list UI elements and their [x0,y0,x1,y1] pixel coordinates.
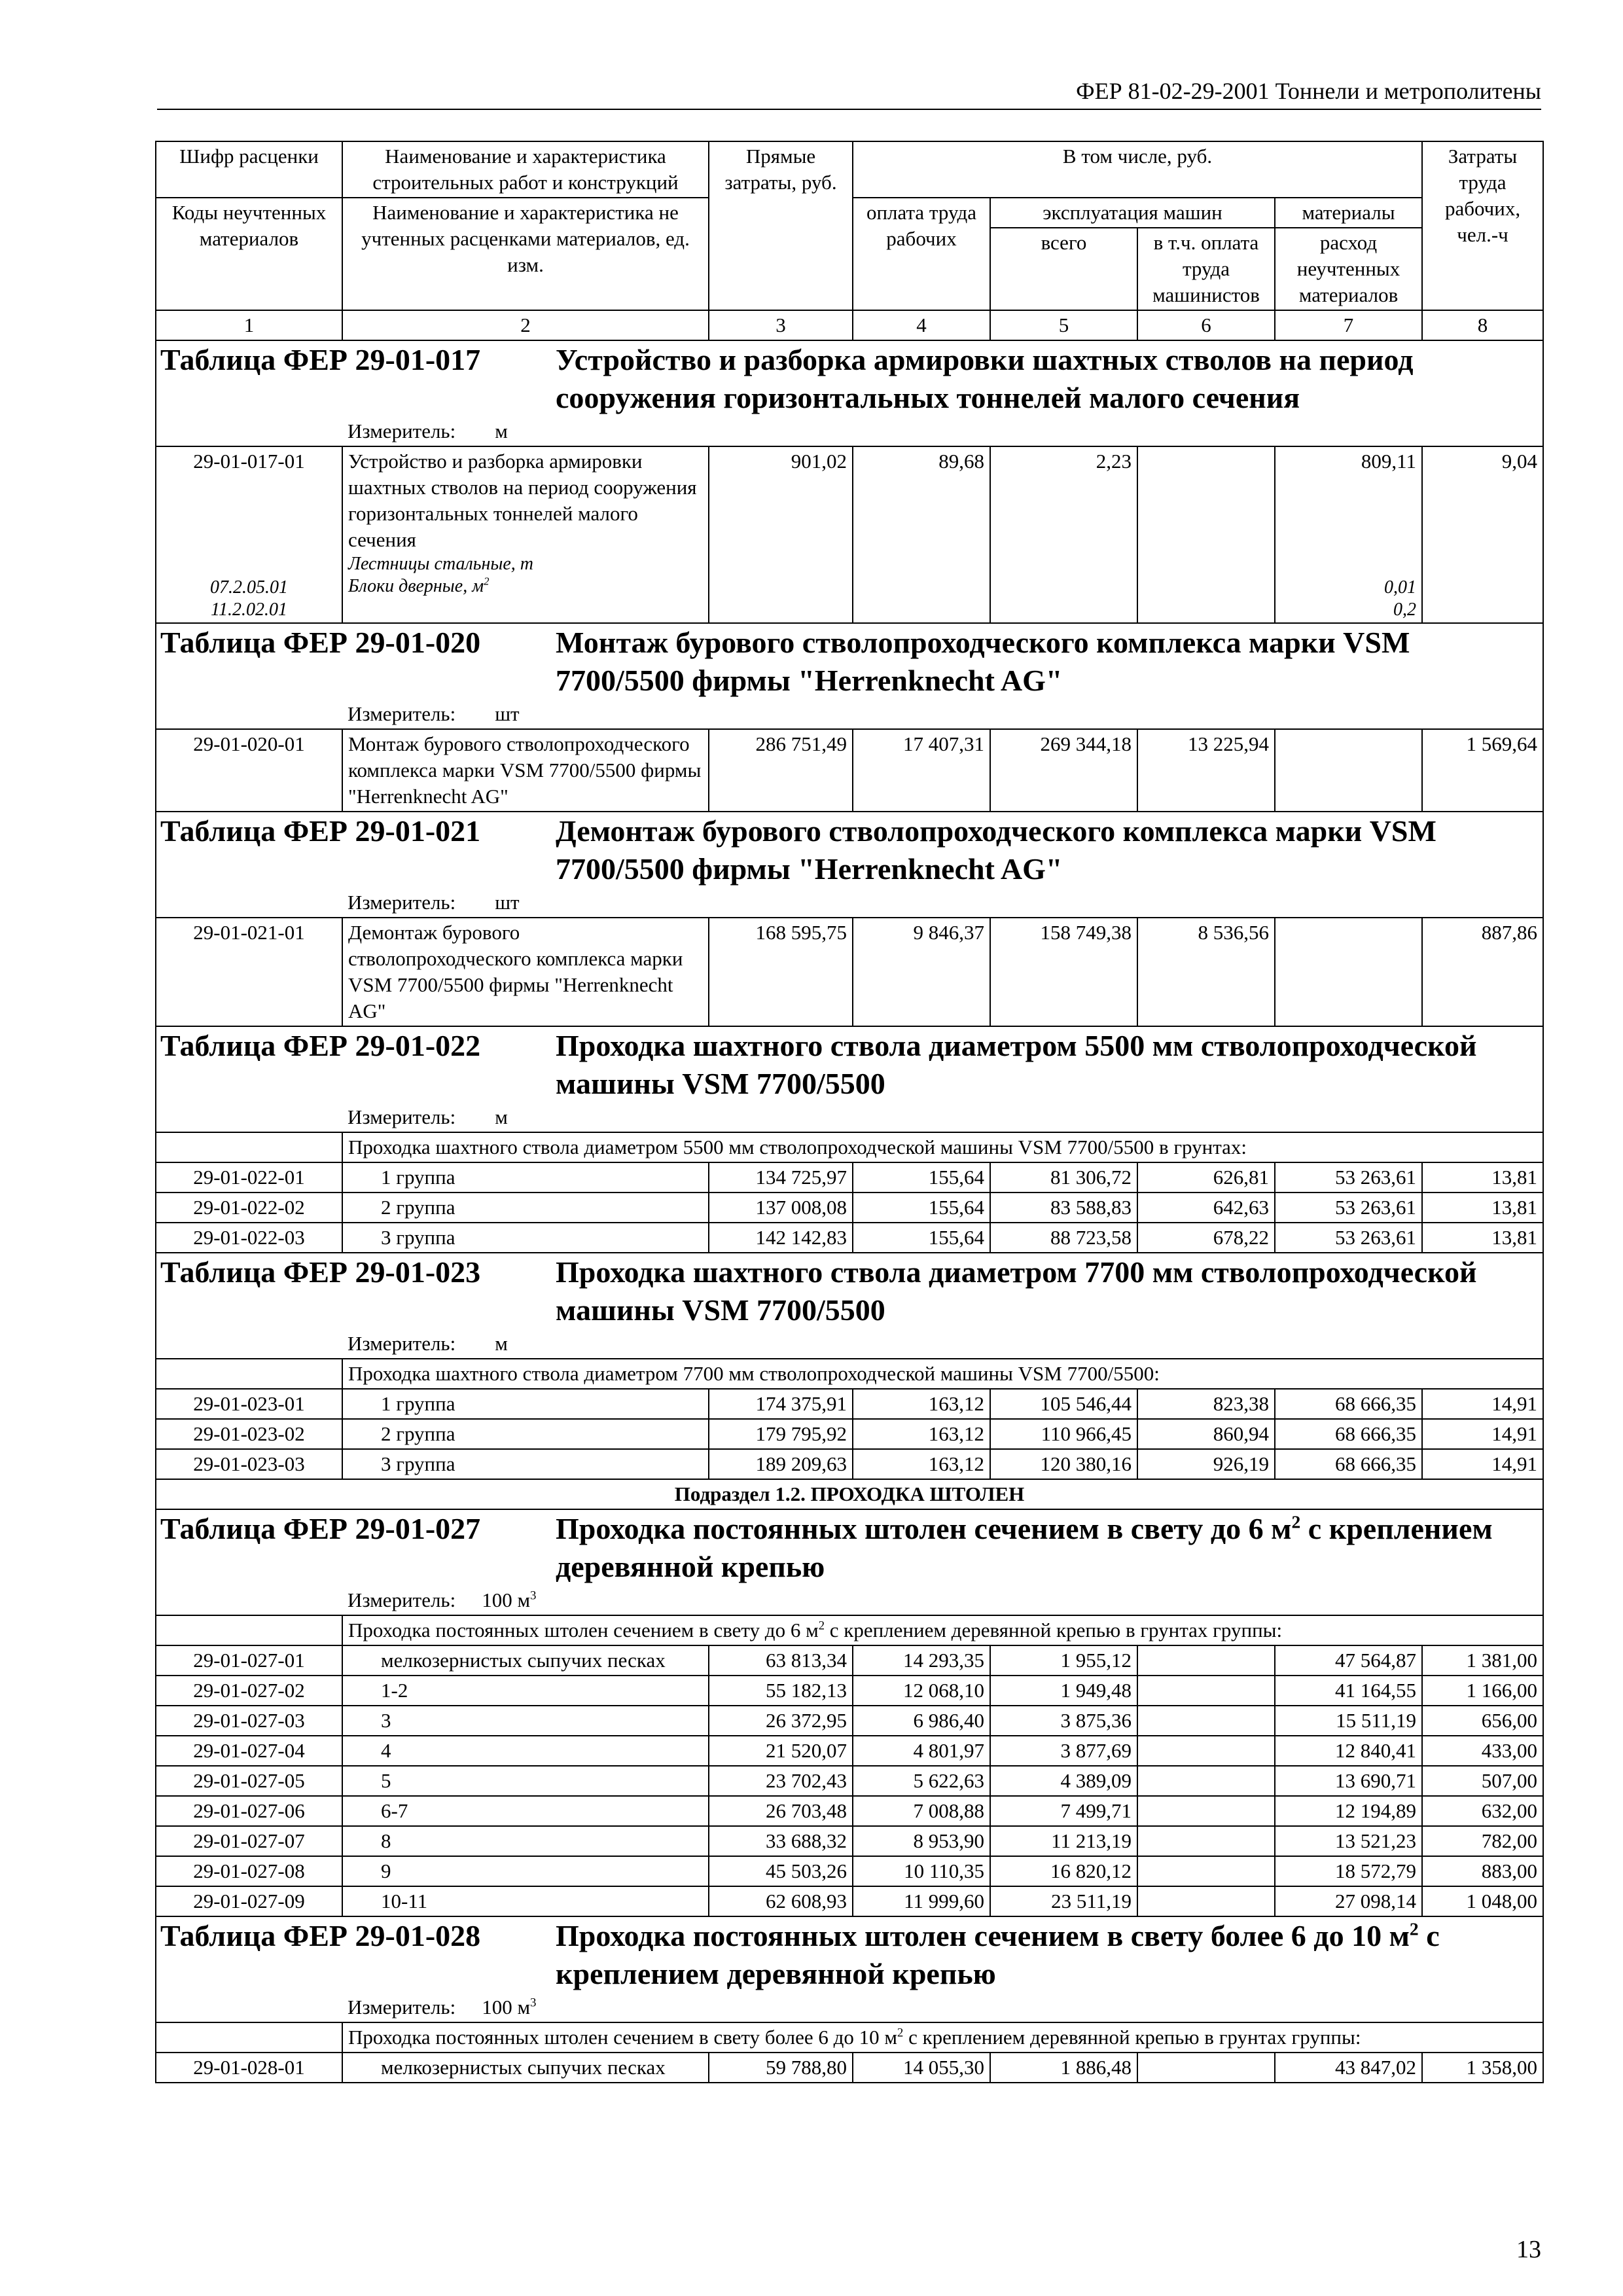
intro-code-cell [156,1615,342,1645]
machines-wage [1137,446,1275,623]
direct-cost: 59 788,80 [709,2053,853,2083]
rate-code: 29-01-027-04 [156,1736,342,1766]
direct-cost: 179 795,92 [709,1419,853,1449]
rate-name: 1 группа [342,1389,709,1419]
machines-wage [1137,1856,1275,1886]
table-title-block [553,624,1539,700]
measure-unit: 100 м [482,1996,531,2018]
materials-cost: 18 572,79 [1275,1856,1422,1886]
materials-cost: 12 194,89 [1275,1796,1422,1826]
rate-name: 1-2 [342,1676,709,1706]
materials-cost: 13 521,23 [1275,1826,1422,1856]
col-materials-header: материалы [1275,198,1422,228]
table-row [156,1826,1543,1856]
machines-wage [1137,1796,1275,1826]
table-title-row [156,1916,1543,1993]
materials-cost: 68 666,35 [1275,1449,1422,1479]
worker-wage: 9 846,37 [853,918,990,1026]
intro-cell: Проходка постоянных штолен сечением в свету до 6 $м^2$ с креплением деревянной крепью в грунтах группы: [342,1615,1543,1645]
table-heading [156,812,1543,888]
table-row [156,729,1543,812]
worker-wage: 155,64 [853,1193,990,1223]
table-heading [156,1026,1543,1103]
col-number: 8 [1422,310,1543,340]
col-number: 2 [342,310,709,340]
col-including-header: В том числе, руб. [853,141,1422,198]
worker-wage: 14 293,35 [853,1645,990,1676]
labor-cost: 14,91 [1422,1419,1543,1449]
direct-cost: 142 142,83 [709,1223,853,1253]
rate-code: 29-01-027-01 [156,1645,342,1676]
machines-total: 3 875,36 [990,1706,1137,1736]
measure-cell [156,888,1543,918]
table-heading [156,1509,1543,1586]
col-direct-header: Прямые затраты, руб. [709,141,853,310]
measure-cell [156,700,1543,729]
table-title: Монтаж бурового стволопроходческого комплекса марки VSM 7700/5500 фирмы "Herrenknecht AG" [556,626,1410,697]
table-heading [156,1253,1543,1329]
intro-code-cell [156,2022,342,2053]
machines-wage: 8 536,56 [1137,918,1275,1026]
table-row [156,1193,1543,1223]
material-qty: 0,2 [1393,600,1417,620]
table-title-block [553,1027,1539,1103]
labor-cost: 1 048,00 [1422,1886,1543,1916]
measure-cell [156,1329,1543,1359]
measure-label: Измеритель: [348,1588,456,1611]
table-title-block [553,812,1539,888]
worker-wage: 89,68 [853,446,990,623]
materials-cost: 53 263,61 [1275,1223,1422,1253]
col-unaccounted-names-header: Наименование и характеристика не учтенных расценками материалов, ед. изм. [342,198,709,310]
table-row [156,1886,1543,1916]
col-number: 3 [709,310,853,340]
table-label: Таблица ФЕР 29-01-023 [160,1255,481,1289]
rate-name: 2 группа [342,1193,709,1223]
materials-cost: 15 511,19 [1275,1706,1422,1736]
col-materials-consumption-header: расход неучтенных материалов [1275,228,1422,310]
intro-text: Проходка шахтного ствола диаметром 5500 мм стволопроходческой машины VSM 7700/5500 в грунтах: [348,1136,1247,1158]
col-machines-total-header: всего [990,228,1137,310]
material-name-text: Блоки дверные, м [348,576,484,596]
rate-name: 3 группа [342,1223,709,1253]
col-number: 7 [1275,310,1422,340]
measure-cell [156,1103,1543,1132]
labor-cost: 13,81 [1422,1162,1543,1193]
labor-cost: 1 381,00 [1422,1645,1543,1676]
header-row-1 [156,141,1543,198]
intro-text: Проходка постоянных штолен сечением в свету до 6 м [348,1619,819,1641]
materials-cost [1275,446,1422,623]
col-machines-header: эксплуатация машин [990,198,1275,228]
intro-cell [342,1359,1543,1389]
table-label: Таблица ФЕР 29-01-022 [160,1029,481,1062]
intro-code-cell [156,1132,342,1162]
worker-wage: 155,64 [853,1223,990,1253]
rate-code [156,446,342,623]
machines-wage: 678,22 [1137,1223,1275,1253]
measure-row [156,1586,1543,1615]
col-number: 4 [853,310,990,340]
intro-code-cell [156,1359,342,1389]
rate-code: 29-01-027-06 [156,1796,342,1826]
rate-name-text: Устройство и разборка армировки шахтных стволов на период сооружения горизонтальных тоннелей малого сечения [348,450,697,551]
labor-cost: 14,91 [1422,1389,1543,1419]
materials-cost: 12 840,41 [1275,1736,1422,1766]
table-title-row [156,1026,1543,1103]
table-title: Проходка шахтного ствола диаметром 7700 мм стволопроходческой машины VSM 7700/5500 [556,1255,1477,1327]
labor-cost: 887,86 [1422,918,1543,1026]
rate-name: 8 [342,1826,709,1856]
rate-code-text: 29-01-017-01 [193,450,305,473]
labor-cost: 9,04 [1422,446,1543,623]
materials-cost: 41 164,55 [1275,1676,1422,1706]
rate-code: 29-01-022-03 [156,1223,342,1253]
table-title-row [156,812,1543,888]
table-title-block: Проходка постоянных штолен сечением в свету до 6 $м^2$ с креплением деревянной крепью [556,1511,1493,1583]
col-unaccounted-codes-header: Коды неучтенных материалов [156,198,342,310]
materials-cost: 68 666,35 [1275,1389,1422,1419]
machines-total: 16 820,12 [990,1856,1137,1886]
rate-name: мелкозернистых сыпучих песках [342,2053,709,2083]
worker-wage: 14 055,30 [853,2053,990,2083]
table-label: Таблица ФЕР 29-01-027 [160,1512,481,1545]
worker-wage: 10 110,35 [853,1856,990,1886]
measure-row [156,1993,1543,2022]
direct-cost: 33 688,32 [709,1826,853,1856]
direct-cost: 137 008,08 [709,1193,853,1223]
machines-wage [1137,1886,1275,1916]
direct-cost: 45 503,26 [709,1856,853,1886]
col-number: 6 [1137,310,1275,340]
rate-code: 29-01-022-02 [156,1193,342,1223]
rate-code: 29-01-023-02 [156,1419,342,1449]
rate-name: 3 [342,1706,709,1736]
rate-code: 29-01-027-03 [156,1706,342,1736]
machines-wage [1137,1736,1275,1766]
header-rule [157,109,1541,110]
rate-code: 29-01-027-08 [156,1856,342,1886]
rate-name: 5 [342,1766,709,1796]
intro-cell [342,1132,1543,1162]
rate-name: 6-7 [342,1796,709,1826]
rate-code: 29-01-028-01 [156,2053,342,2083]
direct-cost: 134 725,97 [709,1162,853,1193]
direct-cost: 174 375,91 [709,1389,853,1419]
materials-cost: 43 847,02 [1275,2053,1422,2083]
table-row [156,1162,1543,1193]
rates-table [155,141,1544,2083]
intro-row [156,1359,1543,1389]
col-code-header: Шифр расценки [156,141,342,198]
materials-cost [1275,729,1422,812]
rate-name: 4 [342,1736,709,1766]
labor-cost: 433,00 [1422,1736,1543,1766]
rate-name: 10-11 [342,1886,709,1916]
direct-cost: 901,02 [709,446,853,623]
col-name-header: Наименование и характеристика строительных работ и конструкций [342,141,709,198]
labor-cost: 632,00 [1422,1796,1543,1826]
intro-text-rest: с креплением деревянной крепью в грунтах группы: [825,1619,1283,1641]
direct-cost: 26 703,48 [709,1796,853,1826]
materials-cost [1275,918,1422,1026]
measure-unit: шт [495,891,520,914]
intro-text: Проходка постоянных штолен сечением в свету более 6 до 10 м [348,2026,898,2049]
table-row [156,1736,1543,1766]
table-row [156,1766,1543,1796]
intro-row [156,1132,1543,1162]
materials-cost: 13 690,71 [1275,1766,1422,1796]
table-title-row [156,340,1543,417]
machines-total: 110 966,45 [990,1419,1137,1449]
table-row [156,1796,1543,1826]
worker-wage: 7 008,88 [853,1796,990,1826]
measure-cell: Измеритель: 100 $м^3$ [156,1993,1543,2022]
worker-wage: 155,64 [853,1162,990,1193]
machines-total: 4 389,09 [990,1766,1137,1796]
table-title: Демонтаж бурового стволопроходческого комплекса марки VSM 7700/5500 фирмы "Herrenknecht AG" [556,814,1436,886]
table-row [156,918,1543,1026]
col-number: 1 [156,310,342,340]
table-title: Проходка постоянных штолен сечением в свету до 6 м [556,1512,1292,1545]
measure-label: Измеритель: [348,891,456,914]
material-name-text: Лестницы стальные, т [348,554,533,574]
material-name [348,553,703,575]
material-qty: 0,01 [1384,577,1417,598]
table-label: Таблица ФЕР 29-01-020 [160,626,481,659]
table-row [156,1856,1543,1886]
machines-wage: 823,38 [1137,1389,1275,1419]
rate-name: Демонтаж бурового стволопроходческого комплекса марки VSM 7700/5500 фирмы "Herrenknecht AG" [342,918,709,1026]
table-label: Таблица ФЕР 29-01-028 [160,1919,481,1952]
rate-code: 29-01-022-01 [156,1162,342,1193]
table-row [156,1223,1543,1253]
rate-name: 1 группа [342,1162,709,1193]
measure-row [156,417,1543,446]
machines-wage: 926,19 [1137,1449,1275,1479]
machines-total: 158 749,38 [990,918,1137,1026]
worker-wage: 12 068,10 [853,1676,990,1706]
rate-name: 9 [342,1856,709,1886]
rate-code: 29-01-023-01 [156,1389,342,1419]
worker-wage: 8 953,90 [853,1826,990,1856]
materials-cost: 53 263,61 [1275,1193,1422,1223]
machines-total: 269 344,18 [990,729,1137,812]
labor-cost: 656,00 [1422,1706,1543,1736]
subsection-row [156,1479,1543,1509]
machines-total: 1 949,48 [990,1676,1137,1706]
machines-wage: 860,94 [1137,1419,1275,1449]
labor-cost: 1 569,64 [1422,729,1543,812]
rate-code: 29-01-027-07 [156,1826,342,1856]
table-label: Таблица ФЕР 29-01-017 [160,343,481,376]
machines-total: 2,23 [990,446,1137,623]
machines-total: 1 955,12 [990,1645,1137,1676]
measure-cell: Измеритель: 100 $м^3$ [156,1586,1543,1615]
machines-total: 88 723,58 [990,1223,1137,1253]
direct-cost: 286 751,49 [709,729,853,812]
worker-wage: 163,12 [853,1449,990,1479]
labor-cost: 1 358,00 [1422,2053,1543,2083]
material-code: 11.2.02.01 [211,600,287,620]
labor-cost: 782,00 [1422,1826,1543,1856]
intro-text-rest: с креплением деревянной крепью в грунтах группы: [903,2026,1361,2049]
machines-total: 83 588,83 [990,1193,1137,1223]
direct-cost: 23 702,43 [709,1766,853,1796]
table-heading [156,1916,1543,1993]
labor-cost: 13,81 [1422,1193,1543,1223]
machines-wage [1137,1766,1275,1796]
measure-unit: м [495,420,508,442]
measure-unit: шт [495,702,520,725]
rate-code: 29-01-027-09 [156,1886,342,1916]
table-title-rest: с креплением деревянной крепью [556,1512,1493,1583]
table-title-row [156,1253,1543,1329]
table-row [156,1449,1543,1479]
machines-wage [1137,1706,1275,1736]
table-row [156,1419,1543,1449]
direct-cost: 26 372,95 [709,1706,853,1736]
intro-cell: Проходка постоянных штолен сечением в свету более 6 до 10 $м^2$ с креплением деревянной крепью в грунтах группы: [342,2022,1543,2053]
direct-cost: 21 520,07 [709,1736,853,1766]
measure-cell [156,417,1543,446]
machines-wage [1137,1645,1275,1676]
materials-cost: 53 263,61 [1275,1162,1422,1193]
materials-cost: 68 666,35 [1275,1419,1422,1449]
measure-label: Измеритель: [348,420,456,442]
col-labor-header: Затраты труда рабочих, чел.-ч [1422,141,1543,310]
direct-cost: 189 209,63 [709,1449,853,1479]
table-title-block [553,341,1539,417]
measure-row [156,888,1543,918]
machines-wage: 642,63 [1137,1193,1275,1223]
table-title: Проходка шахтного ствола диаметром 5500 мм стволопроходческой машины VSM 7700/5500 [556,1029,1477,1100]
rate-code: 29-01-021-01 [156,918,342,1026]
worker-wage: 163,12 [853,1419,990,1449]
worker-wage: 11 999,60 [853,1886,990,1916]
table-row [156,1389,1543,1419]
table-label: Таблица ФЕР 29-01-021 [160,814,481,848]
measure-label: Измеритель: [348,1332,456,1355]
rate-name: Монтаж бурового стволопроходческого комплекса марки VSM 7700/5500 фирмы "Herrenknecht AG" [342,729,709,812]
col-machines-wage-header: в т.ч. оплата труда машинистов [1137,228,1275,310]
labor-cost: 14,91 [1422,1449,1543,1479]
worker-wage: 163,12 [853,1389,990,1419]
direct-cost: 55 182,13 [709,1676,853,1706]
machines-total: 3 877,69 [990,1736,1137,1766]
rate-name: 3 группа [342,1449,709,1479]
machines-total: 105 546,44 [990,1389,1137,1419]
table-title-block [553,1253,1539,1329]
direct-cost: 168 595,75 [709,918,853,1026]
rate-code: 29-01-023-03 [156,1449,342,1479]
labor-cost: 883,00 [1422,1856,1543,1886]
materials-cost: 27 098,14 [1275,1886,1422,1916]
col-wage-header: оплата труда рабочих [853,198,990,310]
direct-cost: 62 608,93 [709,1886,853,1916]
measure-unit: м [495,1332,508,1355]
rate-code: 29-01-020-01 [156,729,342,812]
col-number: 5 [990,310,1137,340]
table-row [156,1706,1543,1736]
intro-text: Проходка шахтного ствола диаметром 7700 мм стволопроходческой машины VSM 7700/5500: [348,1362,1160,1385]
document-header: ФЕР 81-02-29-2001 Тоннели и метрополитены [1076,78,1541,104]
rate-name [342,446,709,623]
page-number: 13 [1516,2236,1541,2263]
table-title-row [156,623,1543,700]
measure-row [156,1103,1543,1132]
machines-wage: 626,81 [1137,1162,1275,1193]
rate-code: 29-01-027-05 [156,1766,342,1796]
measure-label: Измеритель: [348,1105,456,1128]
machines-total: 120 380,16 [990,1449,1137,1479]
table-heading [156,340,1543,417]
table-title-row [156,1509,1543,1586]
measure-label: Измеритель: [348,702,456,725]
machines-total: 7 499,71 [990,1796,1137,1826]
machines-wage: 13 225,94 [1137,729,1275,812]
table-title: Устройство и разборка армировки шахтных стволов на период сооружения горизонтальных тоннелей малого сечения [556,343,1414,414]
rate-name: 2 группа [342,1419,709,1449]
intro-row [156,1615,1543,1645]
table-row [156,446,1543,623]
measure-unit: 100 м [482,1588,531,1611]
intro-row [156,2022,1543,2053]
machines-total: 11 213,19 [990,1826,1137,1856]
worker-wage: 6 986,40 [853,1706,990,1736]
rate-name: мелкозернистых сыпучих песках [342,1645,709,1676]
measure-unit: м [495,1105,508,1128]
rate-code: 29-01-027-02 [156,1676,342,1706]
table-title-block: Проходка постоянных штолен сечением в свету более 6 до 10 $м^2$ с креплением деревянной крепью [556,1918,1440,1990]
worker-wage: 17 407,31 [853,729,990,812]
direct-cost: 63 813,34 [709,1645,853,1676]
machines-wage [1137,1826,1275,1856]
machines-wage [1137,1676,1275,1706]
column-numbers-row [156,310,1543,340]
machines-wage [1137,2053,1275,2083]
material-code: 07.2.05.01 [210,577,288,598]
table-row [156,1676,1543,1706]
table-title-rest: с креплением деревянной крепью [556,1919,1440,1990]
table-title: Проходка постоянных штолен сечением в свету более 6 до 10 м [556,1919,1410,1952]
subsection-title: Подраздел 1.2. ПРОХОДКА ШТОЛЕН [156,1479,1543,1509]
worker-wage: 4 801,97 [853,1736,990,1766]
machines-total: 23 511,19 [990,1886,1137,1916]
materials-cost: 47 564,87 [1275,1645,1422,1676]
machines-total: 1 886,48 [990,2053,1137,2083]
labor-cost: 507,00 [1422,1766,1543,1796]
table-row [156,2053,1543,2083]
table-heading [156,623,1543,700]
table-row [156,1645,1543,1676]
labor-cost: 13,81 [1422,1223,1543,1253]
measure-row [156,1329,1543,1359]
measure-row [156,700,1543,729]
labor-cost: 1 166,00 [1422,1676,1543,1706]
material-name: Блоки дверные, $м^2$ [348,575,490,596]
measure-label: Измеритель: [348,1996,456,2018]
worker-wage: 5 622,63 [853,1766,990,1796]
machines-total: 81 306,72 [990,1162,1137,1193]
materials-cost-text: 809,11 [1361,450,1417,473]
